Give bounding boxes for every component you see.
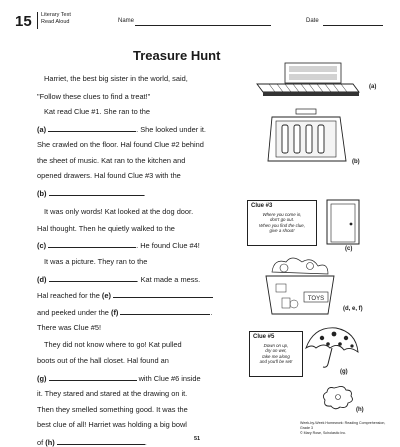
blank-label-d: (d) (37, 274, 47, 284)
story-text: with Clue #6 inside (138, 373, 201, 383)
story-text: . (143, 188, 146, 198)
answer-blank-e[interactable] (113, 290, 213, 298)
story-line: Then they smelled something good. It was the (37, 404, 188, 414)
piano-image (255, 62, 365, 100)
story-line (37, 290, 213, 300)
page-number: 51 (194, 436, 201, 442)
footer-credit (300, 421, 395, 436)
drawer-image (266, 107, 348, 167)
date-field-line[interactable] (323, 25, 383, 26)
clue-5-card (249, 331, 303, 377)
answer-blank-g[interactable] (49, 373, 137, 381)
story-line: It was only words! Kat looked at the dog door. (44, 207, 194, 217)
clue-5-title: Clue #5 (253, 334, 275, 340)
name-field-line[interactable] (135, 25, 271, 26)
story-line (37, 274, 200, 284)
blank-label-b: (b) (37, 188, 47, 198)
answer-blank-h[interactable] (57, 437, 145, 445)
story-text: . (144, 438, 147, 447)
story-line: opened drawers. Hal found Clue #3 with the (37, 171, 181, 181)
answer-blank-b[interactable] (49, 188, 144, 196)
sheet-music (285, 63, 341, 83)
toy-box-label: TOYS (307, 296, 325, 302)
popcorn-image (320, 384, 356, 412)
umbrella-handle (323, 348, 332, 367)
story-text: of (37, 438, 44, 447)
story-line (37, 373, 201, 383)
story-line: boots out of the hall closet. Hal found an (37, 356, 169, 366)
blank-label-h: (h) (45, 438, 55, 447)
story-line: It was a picture. They ran to the (44, 256, 148, 266)
drawer-handle (296, 109, 316, 114)
story-line: Kat read Clue #1. She ran to the (44, 107, 151, 117)
blank-label-f: (f) (110, 307, 119, 317)
clue-3-card (247, 200, 317, 246)
answer-blank-c[interactable] (48, 240, 136, 248)
page-header (0, 0, 400, 40)
story-line: Harriet, the best big sister in the world, said, (44, 74, 188, 83)
piano-base (263, 92, 359, 96)
category-line-1: Literary Text (41, 12, 71, 18)
clue-5-text (252, 343, 300, 365)
story-line: best clue of all! Harriet was holding a big bowl (37, 420, 187, 430)
story-line: There was Clue #5! (37, 323, 102, 333)
answer-blank-a[interactable] (48, 124, 136, 132)
story-line: Hal thought. Then he quietly walked to the (37, 223, 175, 233)
header-divider (37, 12, 38, 29)
story-text: and peeked under the (37, 307, 109, 317)
picture-label-b: (b) (352, 159, 360, 165)
name-label: Name (118, 18, 135, 24)
answer-blank-f[interactable] (120, 307, 213, 317)
story-text: . Kat made a mess. (136, 274, 201, 284)
story-line (37, 240, 200, 250)
story-text: Hal reached for the (37, 291, 100, 301)
clue-5-line: Down on up, (263, 343, 289, 348)
story-line (37, 307, 213, 317)
clue-3-line: Where you come in, (262, 212, 302, 217)
clue-5-line: dry on wet, (265, 348, 287, 354)
clue-3-text (250, 212, 314, 234)
story-text: . She looked under it. (136, 124, 206, 134)
door-image (323, 198, 363, 246)
date-label: Date (306, 18, 319, 24)
story-line: They did not know where to go! Kat pulled (44, 339, 182, 349)
footer-credit-line: © Mary Rose, Scholastic Inc. (300, 431, 347, 435)
blank-label-c: (c) (37, 241, 47, 251)
story-text: . (210, 307, 213, 317)
clue-5-line: and you'll be set! (259, 359, 293, 365)
clue-3-line: give a shout! (269, 228, 295, 234)
story-line (37, 188, 146, 198)
story-line: the sheet of music. Kat ran to the kitchen and (37, 155, 186, 165)
footer-credit-line: Week-by-Week Homework: Reading Comprehension, Grade 3 (300, 421, 386, 430)
picture-label-g: (g) (340, 369, 348, 375)
umbrella-image (300, 322, 362, 370)
page-title: Treasure Hunt (133, 48, 221, 63)
category-label (41, 12, 71, 26)
blank-label-e: (e) (101, 291, 111, 301)
category-line-2: Read Aloud (41, 19, 70, 25)
picture-label-def: (d, e, f) (343, 306, 363, 312)
story-line: it. They stared and stared at the drawing on it. (37, 389, 188, 399)
story-line (37, 437, 147, 447)
clue-3-title: Clue #3 (251, 203, 273, 209)
blank-label-g: (g) (37, 373, 47, 383)
clue-3-line: don't go out. (269, 217, 295, 223)
story-text: . He found Clue #4! (136, 241, 200, 251)
clue-5-line: take me along (262, 353, 290, 359)
picture-label-c: (c) (345, 246, 353, 252)
story-line: "Follow these clues to find a treat!" (37, 91, 151, 101)
story-line: She crawled on the floor. Hal found Clue #2 behind (37, 140, 204, 150)
picture-label-h: (h) (356, 407, 364, 413)
clue-3-line: When you find the clue, (259, 222, 305, 228)
blank-label-a: (a) (37, 124, 47, 134)
story-line (37, 124, 206, 134)
toy-box-image (258, 254, 342, 318)
worksheet-number: 15 (15, 13, 32, 30)
door-knob (350, 223, 353, 226)
picture-label-a: (a) (369, 84, 377, 90)
answer-blank-d[interactable] (49, 274, 137, 282)
